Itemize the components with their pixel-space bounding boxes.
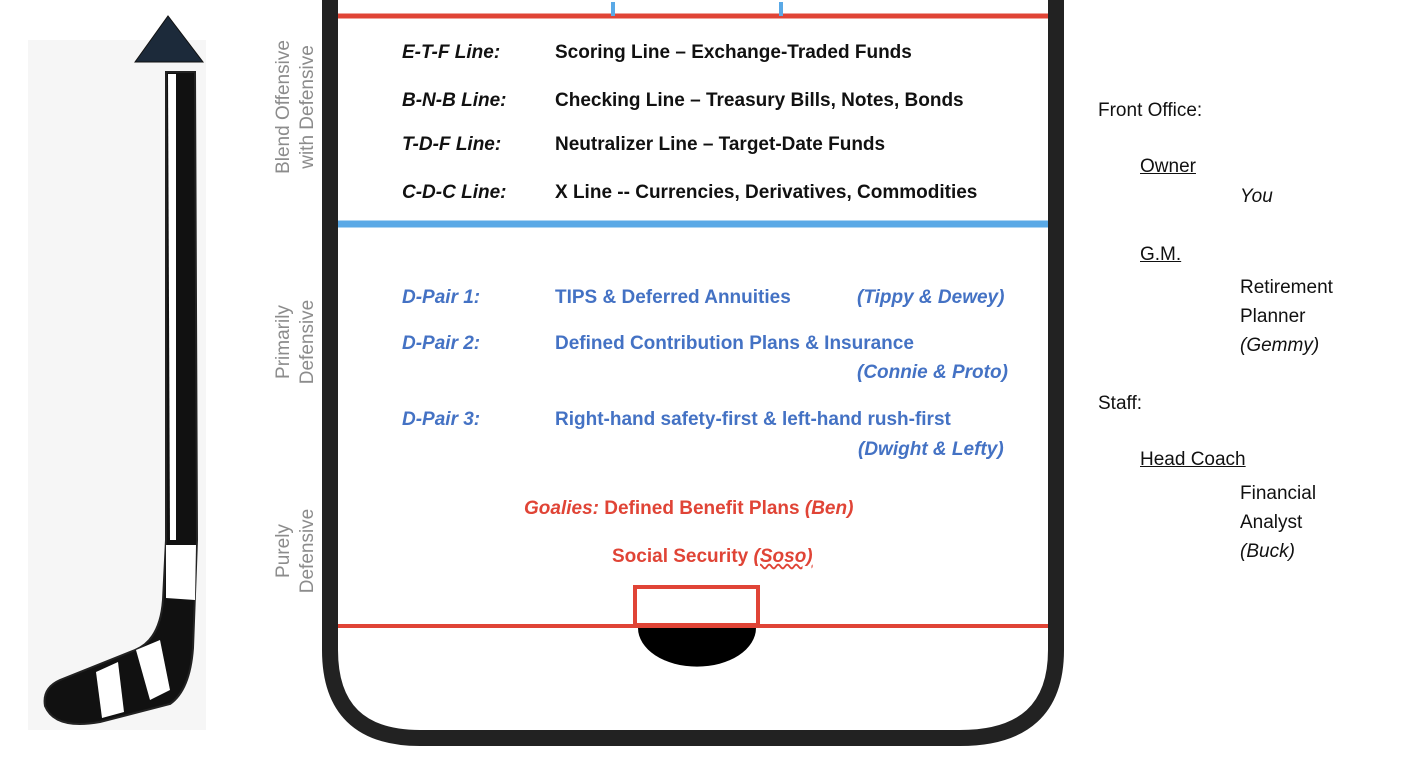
- hockey-stick-arrow-icon: [0, 0, 240, 772]
- head-coach-role-line: Financial: [1240, 483, 1317, 504]
- forward-line-label: C-D-C Line:: [402, 182, 507, 203]
- d-pair-label: D-Pair 1:: [402, 287, 481, 308]
- d-pair-desc: Defined Contribution Plans & Insurance: [555, 333, 914, 354]
- d-pair-desc: TIPS & Deferred Annuities: [555, 287, 791, 308]
- side-label-purely: Purely Defensive: [273, 508, 318, 594]
- forward-line-desc: X Line -- Currencies, Derivatives, Commodities: [555, 182, 978, 203]
- forward-line-desc: Neutralizer Line – Target-Date Funds: [555, 134, 886, 155]
- staff-heading: Staff:: [1098, 393, 1143, 414]
- gm-role-line: Planner: [1240, 306, 1306, 327]
- social-security-desc: Social Security: [612, 546, 749, 567]
- forward-line-desc: Checking Line – Treasury Bills, Notes, Bonds: [555, 90, 964, 111]
- owner-name: You: [1240, 186, 1273, 207]
- gm-role: [1240, 273, 1333, 360]
- head-coach-role-line: Analyst: [1240, 512, 1303, 533]
- d-pair-desc: Right-hand safety-first & left-hand rush-first: [555, 409, 951, 430]
- head-coach-name: (Buck): [1240, 541, 1295, 562]
- d-pair-names: (Tippy & Dewey): [857, 287, 1005, 308]
- d-pair-names: (Connie & Proto): [857, 362, 1008, 383]
- hockey-rink: [320, 0, 1080, 772]
- side-label-primarily: Primarily Defensive: [273, 299, 318, 385]
- d-pair-label: D-Pair 3:: [402, 409, 481, 430]
- head-coach-role: [1240, 479, 1316, 566]
- social-security-name: (Soso): [753, 546, 813, 567]
- goal-crease: [638, 628, 756, 667]
- forward-line-desc: Scoring Line – Exchange-Traded Funds: [555, 42, 912, 63]
- front-office-heading: Front Office:: [1098, 100, 1203, 121]
- gm-name: (Gemmy): [1240, 335, 1320, 356]
- goalies-name: (Ben): [804, 498, 854, 519]
- d-pair-label: D-Pair 2:: [402, 333, 481, 354]
- goalies-line-1: [524, 498, 853, 520]
- forward-line-label: E-T-F Line:: [402, 42, 501, 63]
- goalies-desc: Defined Benefit Plans: [604, 498, 800, 519]
- gm-title: G.M.: [1140, 244, 1182, 265]
- goalies-label: Goalies:: [524, 498, 599, 519]
- goalies-line-2: [612, 546, 813, 568]
- forward-line-label: T-D-F Line:: [402, 134, 502, 155]
- forward-line-label: B-N-B Line:: [402, 90, 507, 111]
- gm-role-line: Retirement: [1240, 277, 1333, 298]
- d-pair-names: (Dwight & Lefty): [858, 439, 1004, 460]
- owner-title: Owner: [1140, 156, 1196, 177]
- side-label-blend: Blend Offensive with Defensive: [273, 40, 318, 174]
- goal-net: [635, 587, 758, 625]
- head-coach-title: Head Coach: [1140, 449, 1246, 470]
